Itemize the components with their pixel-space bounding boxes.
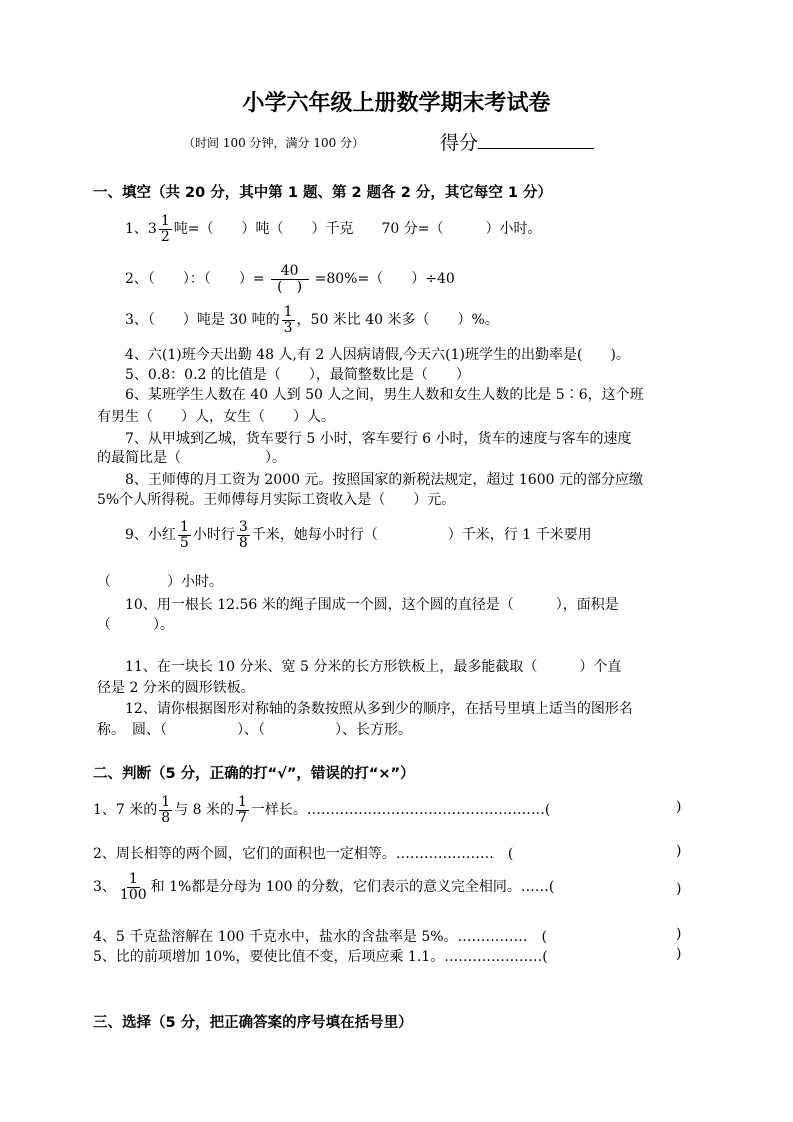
s2-question-4: 4、5 千克盐溶解在 100 千克水中，盐水的含盐率是 5%。…………… ( xyxy=(93,929,548,945)
s1-question-11-line-2: 径是 2 分米的圆形铁板。 xyxy=(97,680,255,696)
q2-frac-num: 40 xyxy=(271,264,309,280)
s1-question-8-line-2: 5%个人所得税。王师傅每月实际工资收入是（ ）元。 xyxy=(97,492,456,508)
s1-question-8-line-1: 8、王师傅的月工资为 2000 元。按照国家的新税法规定，超过 1600 元的部分应缴 xyxy=(125,472,643,488)
s1-question-12-line-1: 12、请你根据图形对称轴的条数按照从多到少的顺序，在括号里填上适当的图形名 xyxy=(125,701,633,717)
s1-question-7-line-1: 7、从甲城到乙城，货车要行 5 小时，客车要行 6 小时，货车的速度与客车的速度 xyxy=(125,431,632,447)
q9-text-c: 千米，她每小时行（ ）千米，行 1 千米要用 xyxy=(251,527,592,544)
s2q1-frac2-den: 7 xyxy=(238,809,247,826)
s2q5-answer-close: ) xyxy=(676,946,682,962)
q3-frac-den: 3 xyxy=(283,319,293,336)
s2q1-answer-close: ) xyxy=(676,799,682,815)
score-label: 得分 xyxy=(440,132,479,154)
s2-question-2: 2、周长相等的两个圆，它们的面积也一定相等。………………… ( xyxy=(93,846,514,862)
s1-question-9 xyxy=(125,520,592,550)
s1-question-5: 5、0.8：0.2 的比值是（ ），最简整数比是（ ） xyxy=(125,367,470,383)
s1-question-9-line-2: （ ）小时。 xyxy=(97,574,223,590)
s2q3-fraction xyxy=(118,872,149,902)
section-1-heading: 一、填空（共 20 分，其中第 1 题、第 2 题各 2 分，其它每空 1 分） xyxy=(93,185,553,201)
q9-fraction-1 xyxy=(178,520,191,550)
s2q4-answer-close: ) xyxy=(676,926,682,942)
q3-text-a: 3、（ ）吨是 30 吨的 xyxy=(125,312,280,329)
s2q3-frac-den: 100 xyxy=(119,886,147,903)
s2-question-5: 5、比的前项增加 10%，要使比值不变，后项应乘 1.1。…………………( xyxy=(93,949,548,965)
s2q1-fraction-2 xyxy=(236,795,249,825)
s2q1-text-b: 与 8 米的 xyxy=(174,802,234,819)
q9-frac2-num: 3 xyxy=(238,519,248,535)
s2q3-frac-num: 1 xyxy=(128,871,138,887)
q9-fraction-2 xyxy=(237,520,250,550)
s1-question-11-line-1: 11、在一块长 10 分米、宽 5 分米的长方形铁板上，最多能截取（ ）个直 xyxy=(125,659,622,675)
s2q1-text-a: 1、7 米的 xyxy=(93,802,158,819)
q2-text-a: 2、（ ）：（ ）= xyxy=(125,271,265,288)
s2q3-text-a: 3、 xyxy=(93,879,116,896)
s2q1-fraction-1 xyxy=(159,795,172,825)
q2-fraction xyxy=(267,264,313,294)
s2-question-3 xyxy=(93,872,554,902)
q3-text-b: ，50 米比 40 米多（ ）%。 xyxy=(296,312,499,329)
q9-text-b: 小时行 xyxy=(192,527,235,544)
s1-question-3 xyxy=(125,305,499,335)
q1-frac-num: 1 xyxy=(160,213,170,229)
section-3-heading: 三、选择（5 分，把正确答案的序号填在括号里） xyxy=(93,1015,413,1031)
score-blank xyxy=(478,130,594,149)
q1-fraction xyxy=(159,214,172,244)
s1-question-6-line-1: 6、某班学生人数在 40 人到 50 人之间，男生人数和女生人数的比是 5∶6，这个班 xyxy=(125,387,644,403)
s1-question-4: 4、六(1)班今天出勤 48 人,有 2 人因病请假,今天六(1)班学生的出勤率是( )。 xyxy=(125,347,630,363)
s2q3-text-b: 和 1%都是分母为 100 的分数，它们表示的意义完全相同。……( xyxy=(150,879,555,896)
q1-text-a: 1、3 xyxy=(125,221,157,238)
q9-frac1-den: 5 xyxy=(179,534,189,551)
s1-question-10-line-2: （ ）。 xyxy=(97,617,174,633)
q9-frac1-num: 1 xyxy=(179,519,189,535)
page-title: 小学六年级上册数学期末考试卷 xyxy=(242,91,551,116)
s1-question-2 xyxy=(125,264,455,294)
q9-frac2-den: 8 xyxy=(238,534,248,551)
q3-frac-num: 1 xyxy=(283,304,293,320)
s1-question-7-line-2: 的最简比是（ ）。 xyxy=(97,450,286,466)
s1-question-1 xyxy=(125,214,541,244)
q9-text-a: 9、小红 xyxy=(125,527,176,544)
s2q2-answer-close: ) xyxy=(676,843,682,859)
s2q1-frac1-num: 1 xyxy=(161,794,171,810)
score-field xyxy=(440,128,594,155)
q1-frac-den: 2 xyxy=(160,228,170,245)
q3-fraction xyxy=(282,305,295,335)
q1-text-b: 吨=（ ）吨（ ）千克 70 分=（ ）小时。 xyxy=(173,221,542,238)
q2-frac-den: ( ) xyxy=(277,278,303,295)
s1-question-10-line-1: 10、用一根长 12.56 米的绳子围成一个圆，这个圆的直径是（ ），面积是 xyxy=(125,597,619,613)
s2q1-frac1-den: 8 xyxy=(161,809,171,826)
s2-question-1 xyxy=(93,795,550,825)
s2q3-answer-close: ) xyxy=(676,881,682,897)
exam-duration-note: （时间 100 分钟，满分 100 分） xyxy=(183,136,365,150)
s1-question-6-line-2: 有男生（ ）人，女生（ ）人。 xyxy=(97,409,335,425)
q2-text-b: =80%=（ ）÷40 xyxy=(314,271,455,288)
s2q1-frac2-num: 1 xyxy=(238,794,247,810)
section-2-heading: 二、判断（5 分，正确的打“√”，错误的打“×”） xyxy=(93,766,415,782)
s2q1-text-c: 一样长。……………………………………………( xyxy=(250,802,551,819)
s1-question-12-line-2: 称。 圆、（ ）、（ ）、长方形。 xyxy=(97,722,412,738)
